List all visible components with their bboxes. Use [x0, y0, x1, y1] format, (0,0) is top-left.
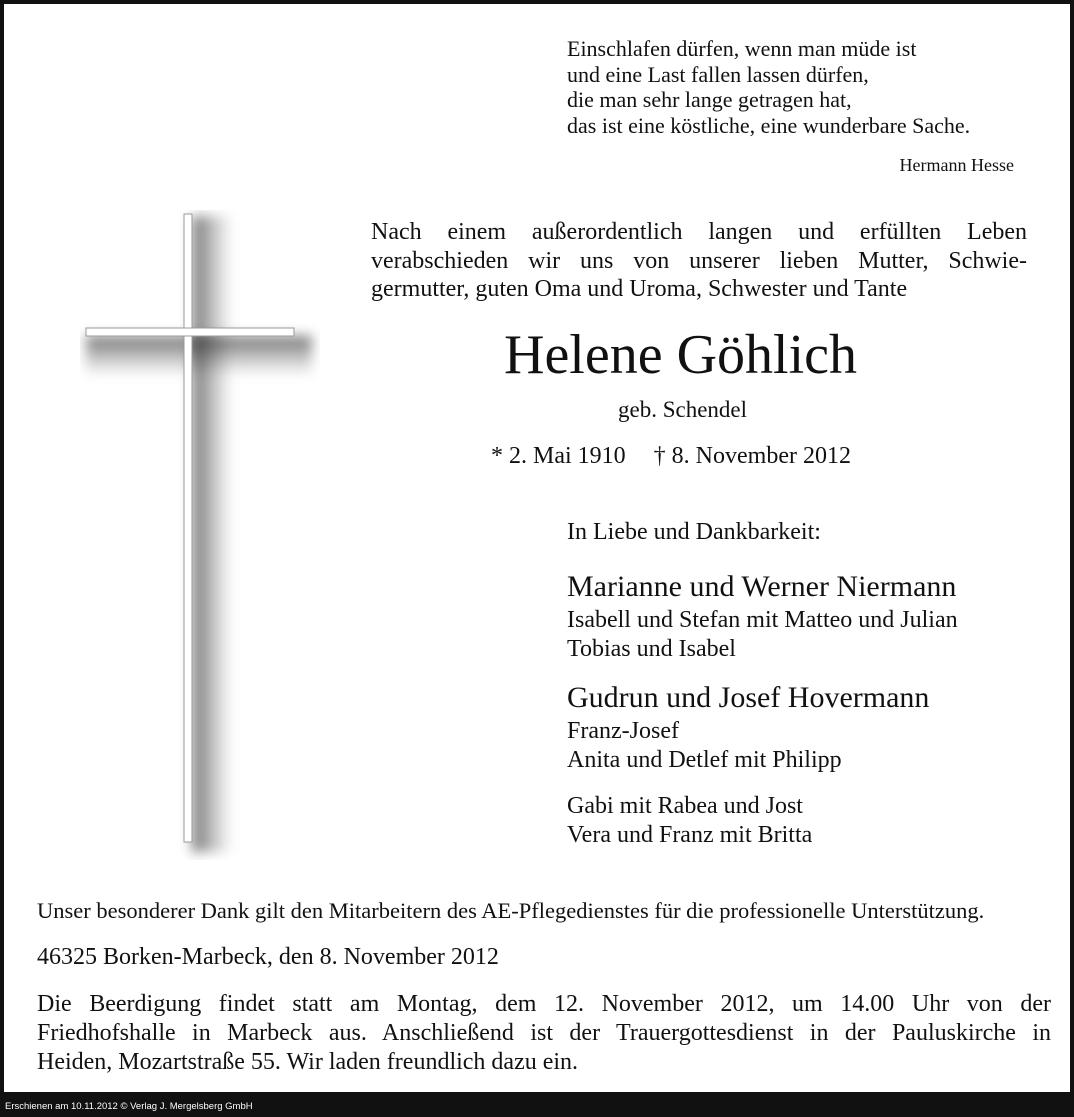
- quote-line: und eine Last fallen lassen dürfen,: [567, 61, 869, 87]
- place-and-date: 46325 Borken-Marbeck, den 8. November 2012: [37, 944, 499, 970]
- quote-author: Hermann Hesse: [899, 155, 1014, 175]
- funeral-line: Die Beerdigung findet statt am Montag, dem 12. November 2012, um 14.00 Uhr von der: [37, 991, 1051, 1017]
- deceased-name: Helene Göhlich: [504, 324, 857, 386]
- family-member-line: Anita und Detlef mit Philipp: [567, 747, 842, 773]
- quote-line: das ist eine köstliche, eine wunderbare Sache.: [567, 112, 971, 138]
- family-members: [567, 606, 958, 664]
- publication-footer: Erschienen am 10.11.2012 © Verlag J. Mergelsberg GmbH: [0, 1097, 1074, 1117]
- family-member-line: Tobias und Isabel: [567, 636, 736, 662]
- family-name: Gudrun und Josef Hovermann: [567, 681, 930, 714]
- mourners-heading: In Liebe und Dankbarkeit:: [567, 519, 821, 545]
- birth-name: geb. Schendel: [618, 397, 748, 422]
- death-date: † 8. November 2012: [653, 443, 851, 469]
- life-dates: [491, 443, 851, 470]
- quote-line: die man sehr lange getragen hat,: [567, 87, 852, 112]
- intro-line: germutter, guten Oma und Uroma, Schwester und Tante: [371, 276, 908, 302]
- family-name: Marianne und Werner Niermann: [567, 570, 957, 603]
- family-members: [567, 717, 842, 775]
- quote-block: [567, 36, 970, 138]
- funeral-notice: [37, 990, 1051, 1077]
- family-members: [567, 792, 812, 850]
- funeral-line: Heiden, Mozartstraße 55. Wir laden freundlich dazu ein.: [37, 1049, 579, 1075]
- intro-line: verabschieden wir uns von unserer lieben Mutter, Schwie-: [371, 247, 1027, 274]
- family-member-line: Isabell und Stefan mit Matteo und Julian: [567, 607, 958, 633]
- family-member-line: Vera und Franz mit Britta: [567, 822, 813, 848]
- intro-paragraph: [371, 218, 1027, 304]
- family-member-line: Franz-Josef: [567, 718, 679, 744]
- funeral-line: Friedhofshalle in Marbeck aus. Anschließend ist der Trauergottesdienst in der Pauluskirche in: [37, 1020, 1051, 1046]
- family-member-line: Gabi mit Rabea und Jost: [567, 793, 803, 819]
- latin-cross-icon: [80, 210, 320, 860]
- intro-line: Nach einem außerordentlich langen und erfüllten Leben: [371, 219, 1027, 245]
- birth-date: * 2. Mai 1910: [491, 443, 626, 469]
- thanks-statement: Unser besonderer Dank gilt den Mitarbeitern des AE-Pflegedienstes für die professionelle Unterstützung.: [37, 898, 985, 923]
- quote-line: Einschlafen dürfen, wenn man müde ist: [567, 36, 917, 61]
